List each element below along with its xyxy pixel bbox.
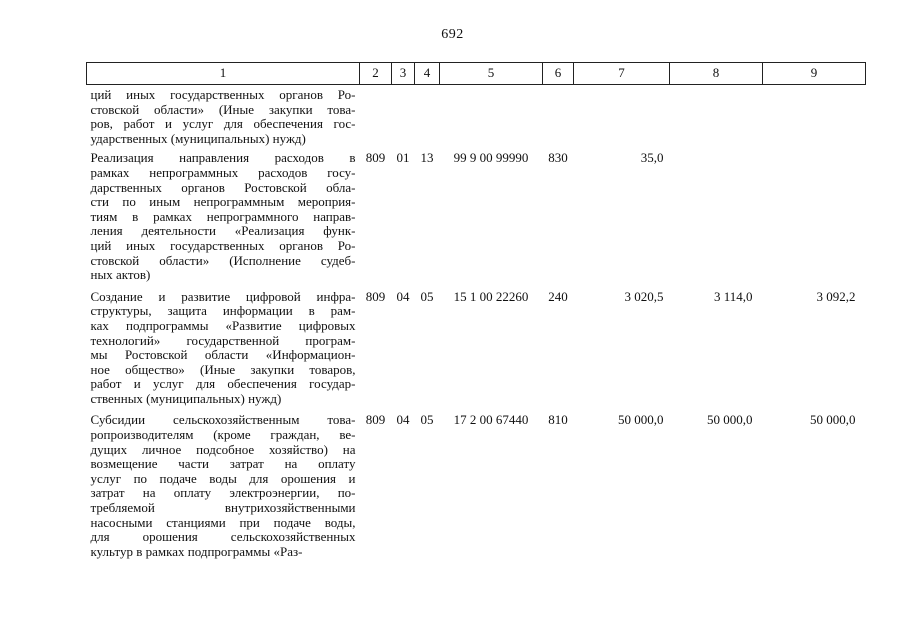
subsection-code: 05 bbox=[420, 412, 434, 428]
description-line: дарственных органов Ростовской обла- bbox=[90, 179, 356, 195]
description-line: технологий» государственной програм- bbox=[90, 332, 356, 348]
description-line: для орошения сельскохозяйственных bbox=[90, 529, 356, 545]
description-line: стовской области» (Иные закупки това- bbox=[90, 101, 356, 117]
description-line: структуры, защита информации в рам- bbox=[90, 303, 356, 319]
description-line: дущих личное подсобное хозяйство) на bbox=[90, 441, 356, 457]
header-col-9: 9 bbox=[763, 63, 866, 85]
description-line: ных актов) bbox=[90, 267, 151, 283]
amount-col-7: 3 020,5 bbox=[624, 288, 664, 304]
target-article-code: 15 1 00 22260 bbox=[453, 288, 529, 304]
table-row bbox=[87, 146, 866, 284]
amount-col-7: 50 000,0 bbox=[618, 412, 664, 428]
description-line: стовской области» (Исполнение судеб- bbox=[90, 252, 356, 268]
ministry-code: 809 bbox=[365, 288, 386, 304]
description-line: работ и услуг для обеспечения государ- bbox=[90, 376, 356, 392]
header-col-6: 6 bbox=[543, 63, 574, 85]
header-col-2: 2 bbox=[360, 63, 392, 85]
section-code: 01 bbox=[396, 150, 410, 166]
description-line: тиям в рамках непрограммного направ- bbox=[90, 208, 356, 224]
table-header bbox=[87, 63, 866, 85]
header-col-3: 3 bbox=[392, 63, 415, 85]
description-line: рамках непрограммных расходов госу- bbox=[90, 164, 356, 180]
table-row-continuation bbox=[87, 85, 866, 147]
ministry-code: 809 bbox=[365, 412, 386, 428]
row-description bbox=[87, 285, 360, 409]
amount-col-8 bbox=[670, 146, 763, 284]
header-col-7: 7 bbox=[574, 63, 670, 85]
description-line: ций иных государственных органов Ро- bbox=[90, 237, 356, 253]
header-col-5: 5 bbox=[440, 63, 543, 85]
expense-type-code: 830 bbox=[548, 150, 568, 166]
description-line: ственных (муниципальных) нужд) bbox=[90, 390, 282, 406]
description-line: затрат на оплату электроэнергии, по- bbox=[90, 485, 356, 501]
amount-col-7: 35,0 bbox=[640, 150, 664, 166]
description-line: мы Ростовской области «Информацион- bbox=[90, 347, 356, 363]
description-line: возмещение части затрат на оплату bbox=[90, 456, 356, 472]
target-article-code: 99 9 00 99990 bbox=[453, 150, 529, 166]
page-number: 692 bbox=[441, 27, 464, 42]
subsection-code: 05 bbox=[420, 288, 434, 304]
description-line: ропроизводителям (кроме граждан, ве- bbox=[90, 427, 356, 443]
row-description bbox=[87, 408, 360, 561]
description-line: ное общество» (Иные закупки товаров, bbox=[90, 361, 356, 377]
target-article-code: 17 2 00 67440 bbox=[453, 412, 529, 428]
budget-table bbox=[86, 62, 866, 561]
ministry-code: 809 bbox=[365, 150, 386, 166]
header-col-4: 4 bbox=[415, 63, 440, 85]
amount-col-8: 50 000,0 bbox=[707, 412, 753, 428]
table-row bbox=[87, 408, 866, 561]
description-line: ударственных (муниципальных) нужд) bbox=[90, 130, 306, 146]
table-row bbox=[87, 285, 866, 409]
header-col-8: 8 bbox=[670, 63, 763, 85]
row-description bbox=[87, 146, 360, 284]
description-line: насосными станциями при подаче воды, bbox=[90, 514, 356, 530]
description-line: требляемой внутрихозяйственными bbox=[90, 500, 356, 516]
section-code: 04 bbox=[396, 288, 410, 304]
description-line: ления деятельности «Реализация функ- bbox=[90, 223, 356, 239]
header-col-1: 1 bbox=[87, 63, 360, 85]
description-line: Создание и развитие цифровой инфра- bbox=[90, 288, 356, 304]
amount-col-8: 3 114,0 bbox=[713, 288, 753, 304]
description-line: ках подпрограммы «Развитие цифровых bbox=[90, 317, 356, 333]
subsection-code: 13 bbox=[420, 150, 434, 166]
amount-col-9: 3 092,2 bbox=[816, 288, 856, 304]
description-line: ров, работ и услуг для обеспечения гос- bbox=[90, 116, 356, 132]
expense-type-code: 810 bbox=[548, 412, 568, 428]
expense-type-code: 240 bbox=[548, 288, 568, 304]
description-line: Субсидии сельскохозяйственным това- bbox=[90, 412, 356, 428]
continuation-description bbox=[87, 85, 360, 147]
description-line: культур в рамках подпрограммы «Раз- bbox=[90, 543, 303, 559]
amount-col-9 bbox=[763, 146, 866, 284]
amount-col-9: 50 000,0 bbox=[810, 412, 856, 428]
description-line: сти по иным непрограммным мероприя- bbox=[90, 194, 356, 210]
description-line: услуг по подаче воды для орошения и bbox=[90, 470, 356, 486]
section-code: 04 bbox=[396, 412, 410, 428]
description-line: ций иных государственных органов Ро- bbox=[90, 87, 356, 102]
description-line: Реализация направления расходов в bbox=[90, 150, 356, 166]
